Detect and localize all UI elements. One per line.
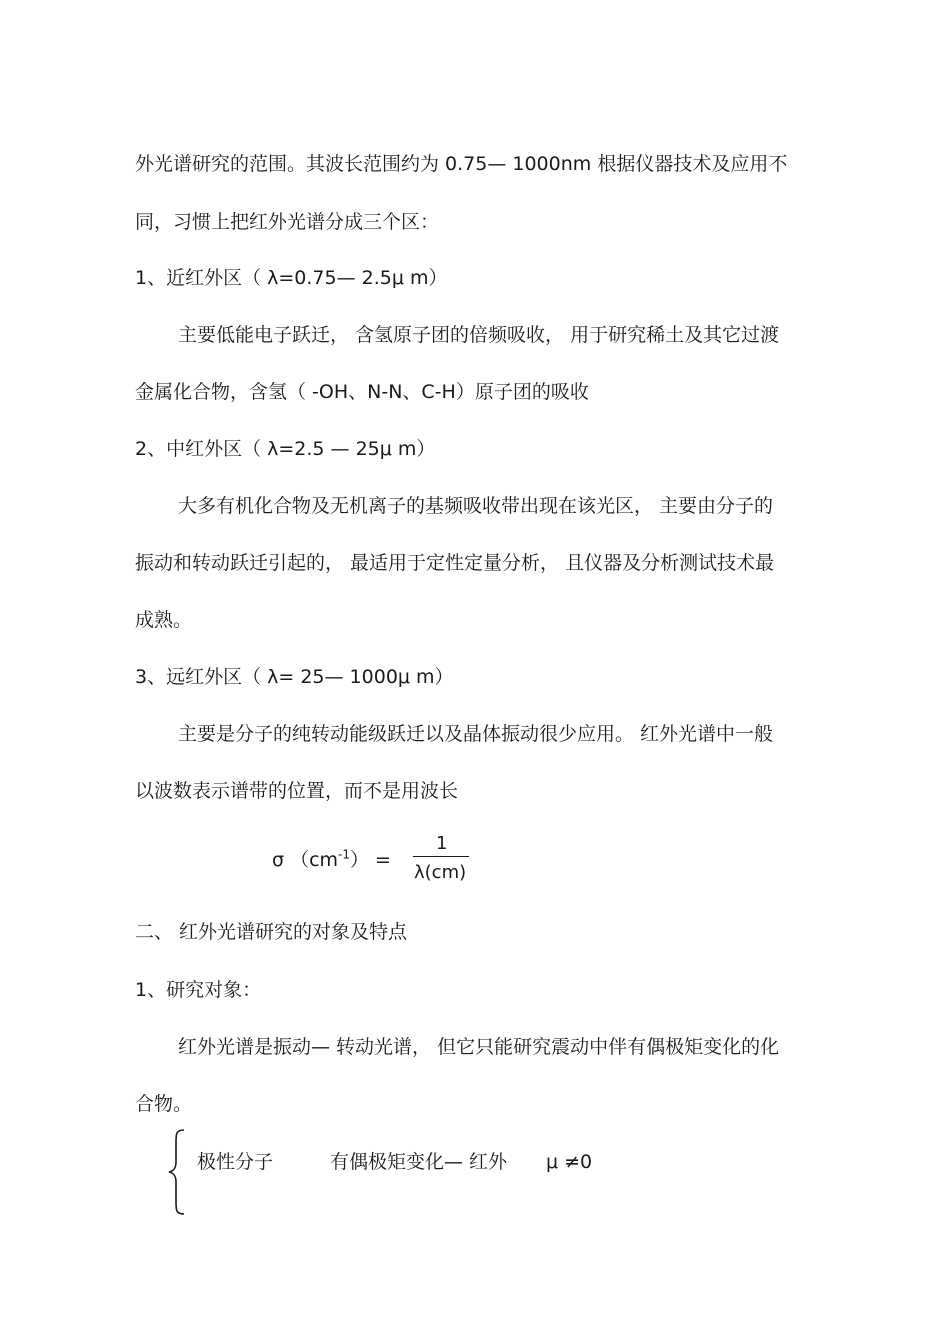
formula-exponent: -1 <box>338 847 351 862</box>
paragraph-line: 金属化合物，含氢（ -OH、N-N、C-H）原子团的吸收 <box>135 381 589 403</box>
fraction-denominator: λ(cm) <box>414 862 467 883</box>
subsection-heading: 1、研究对象： <box>135 979 262 1001</box>
polar-molecule-label: 极性分子 <box>197 1151 274 1173</box>
paragraph-line: 合物。 <box>135 1093 193 1115</box>
section-title: 二、 红外光谱研究的对象及特点 <box>135 921 408 943</box>
fraction-numerator: 1 <box>436 833 448 854</box>
paragraph-line: 成熟。 <box>135 609 193 631</box>
wavenumber-formula <box>272 845 391 872</box>
paragraph-line: 大多有机化合物及无机离子的基频吸收带出现在该光区， 主要由分子的 <box>178 495 774 517</box>
paragraph-line: 外光谱研究的范围。其波长范围约为 0.75— 1000nm 根据仪器技术及应用不 <box>135 153 788 175</box>
formula-rhs: ） = <box>350 849 391 871</box>
paragraph-line: 红外光谱是振动— 转动光谱， 但它只能研究震动中伴有偶极矩变化的化 <box>178 1036 780 1058</box>
paragraph-line: 主要是分子的纯转动能级跃迁以及晶体振动很少应用。 红外光谱中一般 <box>178 723 774 745</box>
dipole-change-text: 有偶极矩变化— 红外 <box>330 1151 508 1173</box>
section-heading-near-ir: 1、近红外区（ λ=0.75— 2.5μ m） <box>135 267 448 289</box>
paragraph-line: 振动和转动跃迁引起的， 最适用于定性定量分析， 且仪器及分析测试技术最 <box>135 552 775 574</box>
section-heading-mid-ir: 2、中红外区（ λ=2.5 — 25μ m） <box>135 438 436 460</box>
paragraph-line: 主要低能电子跃迁， 含氢原子团的倍频吸收， 用于研究稀土及其它过渡 <box>178 324 780 346</box>
paragraph-line: 以波数表示谱带的位置，而不是用波长 <box>135 780 459 802</box>
formula-lhs: σ （cm <box>272 849 339 871</box>
mu-not-zero: μ ≠0 <box>546 1151 593 1173</box>
paragraph-line: 同，习惯上把红外光谱分成三个区： <box>135 211 440 233</box>
curly-brace-icon <box>166 1128 188 1216</box>
fraction-bar <box>413 856 469 857</box>
section-heading-far-ir: 3、远红外区（ λ= 25— 1000μ m） <box>135 666 454 688</box>
